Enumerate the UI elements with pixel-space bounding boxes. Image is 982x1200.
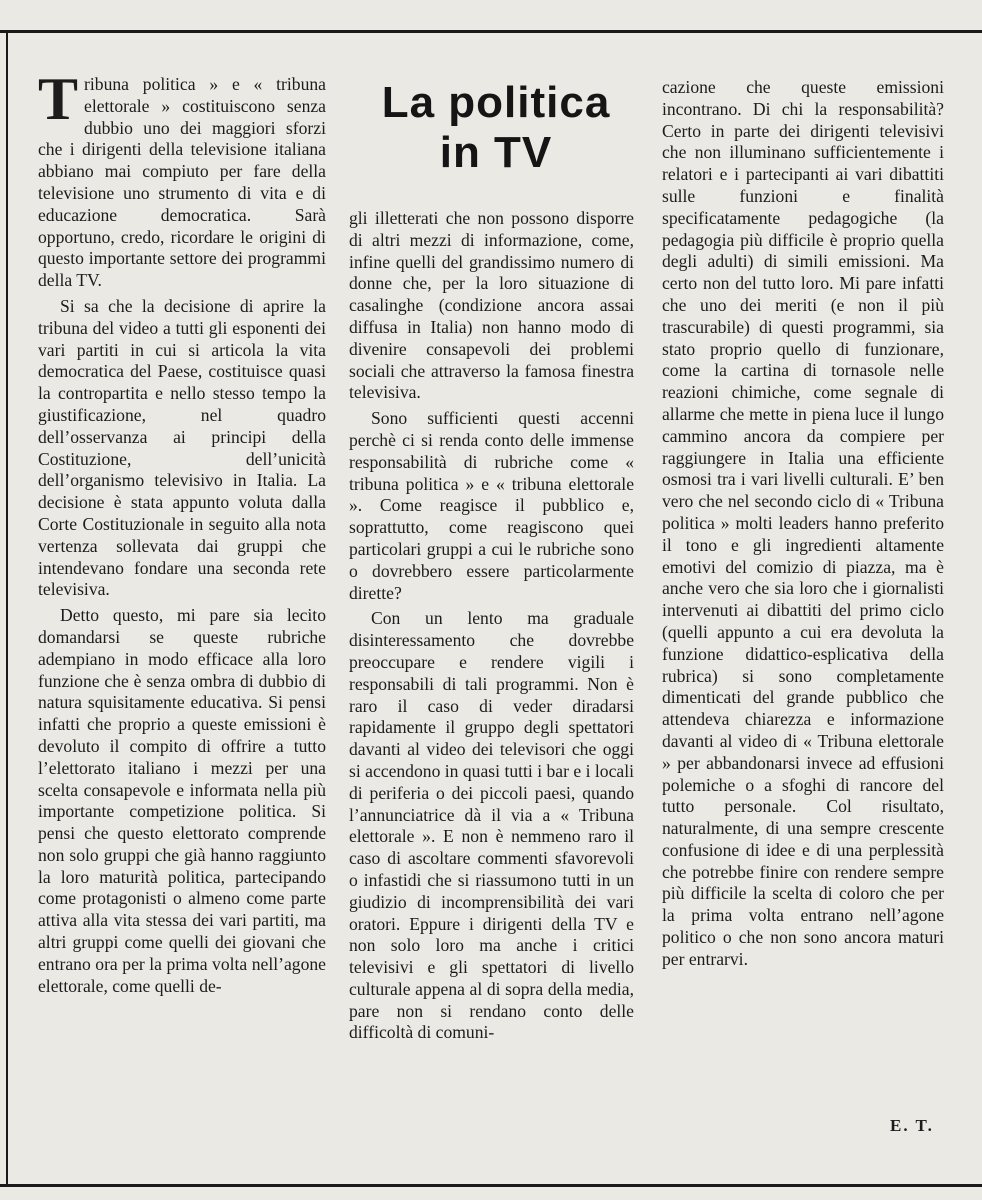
author-signature: E. T. — [890, 1116, 934, 1135]
paragraph: cazione che queste emissioni incontrano. Di chi la responsabilità? Certo in parte dei dirigenti televisivi che non illuminano sufficientemente i relatori e i partecipanti ai vari dibattiti sulle funzioni e finalità specificatamente pedagogiche (la pedagogia più difficile è proprio quella degli adulti) di simili emissioni. Ma certo non del tutto loro. Mi pare infatti che uno dei meriti (e non il più trascurabile) di questi programmi, sia stato proprio quello di funzionare, come la cartina di tornasole nelle reazioni chimiche, come segnale di allarme che mette in piena luce il lungo cammino ancora da compiere per raggiungere in Italia una efficiente osmosi tra i vari livelli culturali. E’ ben vero che nel secondo ciclo di « Tribuna politica » molti leaders hanno preferito il tono e gli ingredienti altamente emotivi del comizio di piazza, ma è anche vero che sia loro che i giornalisti intervenuti ai dibattiti del primo ciclo (quelli appunto a cui era devoluta la funzione didattico-esplicativa della rubrica) si sono completamente dimenticati del grande pubblico che attendeva chiarezza e informazione davanti al video di « Tribuna elettorale » per abbandonarsi invece ad effusioni polemiche o a sfoghi di rancore del tutto personale. Col risultato, naturalmente, di una sempre crescente confusione di idee e di una perplessità che potrebbe finire con rendere sempre più difficile la scelta di coloro che per la prima volta entrano nell’agone politico o che non sono ancora maturi per entrarvi. — [662, 77, 944, 969]
article-title — [346, 78, 646, 178]
paragraph: Detto questo, mi pare sia lecito domandarsi se queste rubriche adempiano in modo efficace alla loro funzione che è senza ombra di dubbio di natura squisitamente educativa. Si pensi infatti che proprio a queste emissioni è devoluto il compito di offrire a tutto l’elettorato italiano i mezzi per una scelta consapevole e informata nella più importante competizione politica. Si pensi che questo elettorato comprende non solo gruppi che già hanno raggiunto la loro maturità politica, partecipando come protagonisti o almeno come parte attiva alla vita stessa dei vari partiti, ma altri gruppi come quelli dei giovani che entrano ora per la prima volta nell’agone elettorale, come quelli de- — [38, 605, 326, 996]
top-rule — [0, 30, 982, 33]
title-line-1: La politica — [381, 78, 611, 127]
paragraph: Si sa che la decisione di aprire la tribuna del video a tutti gli esponenti dei vari partiti in cui si articola la vita democratica del Paese, costituisce quasi la contropartita e nello stesso tempo la giustificazione, nel quadro dell’osservanza ai principi della Costituzione, dell’unicità dell’organismo televisivo in Italia. La decisione è stata appunto voluta dalla Corte Costituzionale in seguito alla nota vertenza sollevata dai gruppi che intendevano fondare una seconda rete televisiva. — [38, 295, 326, 600]
bottom-rule — [0, 1184, 982, 1187]
column-1 — [38, 66, 326, 997]
paragraph — [38, 66, 326, 292]
drop-cap: T — [38, 66, 79, 132]
title-line-2: in TV — [439, 128, 553, 177]
paragraph-text: ribuna politica » e « tribuna elettorale » costituiscono senza dubbio uno dei maggiori sforzi che i dirigenti della televisione italiana abbiano mai compiuto per fare della televisione uno strumento di vita e di educazione democratica. Sarà opportuno, credo, ricordare le origini di questo importante settore dei programmi della TV. — [38, 74, 326, 291]
column-3 — [662, 77, 944, 971]
paragraph: gli illetterati che non possono disporre di altri mezzi di informazione, come, infine quelli del grandissimo numero di donne che, per la loro situazione di casalinghe (condizione ancora assai diffusa in Italia) non hanno modo di divenire consapevoli dei problemi sociali che attraverso la famosa finestra televisiva. — [349, 208, 634, 403]
left-rule — [6, 30, 8, 1187]
paragraph: Con un lento ma graduale disinteressamento che dovrebbe preoccupare e rendere vigili i responsabili di tali programmi. Non è raro il caso di veder diradarsi rapidamente il gruppo degli spettatori davanti al video dei televisori che oggi si accendono in quasi tutti i bar e i locali di periferia o dei piccoli paesi, quando l’annunciatrice dà il via a « Tribuna elettorale ». E non è nemmeno raro il caso di ascoltare commenti sfavorevoli o infastidi che si riassumono tutti in un giudizio di incomprensibilità dei vari oratori. Eppure i dirigenti della TV e non solo loro ma anche i critici televisivi e gli spettatori di livello culturale appena al di sopra della media, pare non si rendano conto delle difficoltà di comuni- — [349, 608, 634, 1043]
column-2 — [349, 208, 634, 1044]
paragraph: Sono sufficienti questi accenni perchè ci si renda conto delle immense responsabilità di rubriche come « tribuna politica » e « tribuna elettorale ». Come reagisce il pubblico e, soprattutto, come reagiscono quei particolari gruppi a cui le rubriche sono o dovrebbero essere particolarmente dirette? — [349, 408, 634, 603]
